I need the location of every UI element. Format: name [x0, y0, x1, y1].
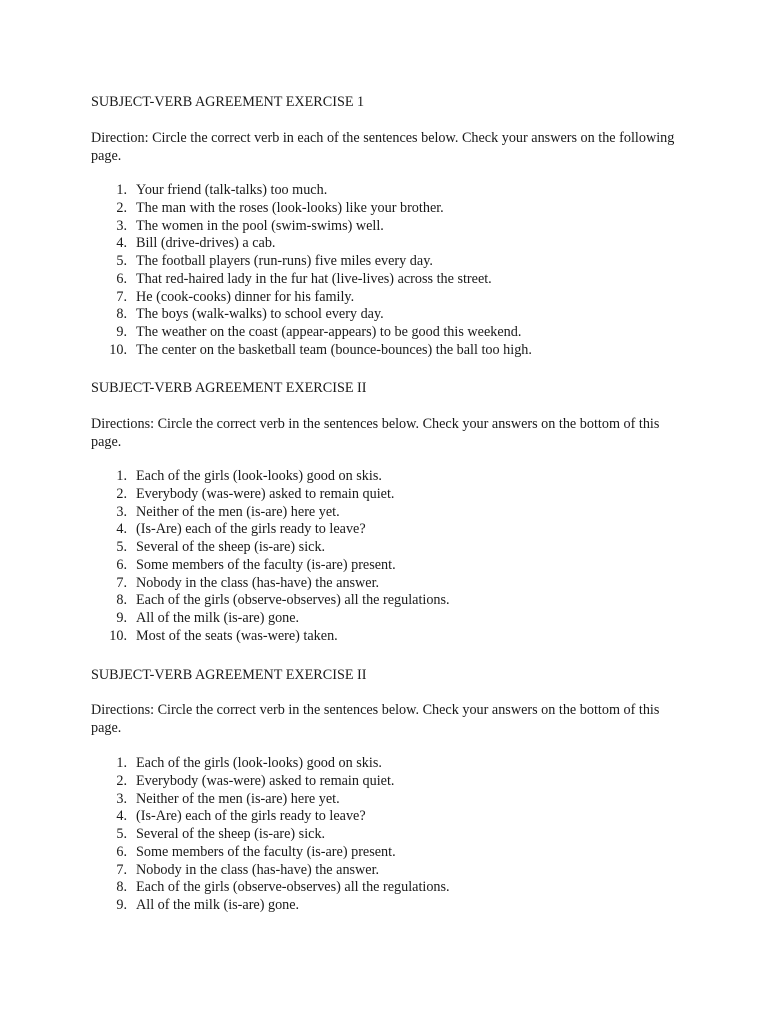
list-item	[0, 575, 768, 593]
exercise-1-direction: Direction: Circle the correct verb in each of the sentences below. Check your answers on the following page.	[91, 130, 675, 164]
item-text: Several of the sheep (is-are) sick.	[136, 539, 326, 555]
item-text: Some members of the faculty (is-are) present.	[136, 556, 396, 573]
list-item	[0, 182, 768, 200]
exercise-1-list	[0, 182, 768, 360]
item-number: 10.	[109, 627, 127, 644]
list-item	[0, 218, 768, 236]
item-number: 4.	[116, 808, 127, 825]
item-text: The women in the pool (swim-swims) well.	[136, 217, 384, 234]
item-number: 1.	[116, 468, 127, 484]
item-text: Each of the girls (observe-observes) all the regulations.	[136, 592, 450, 609]
list-item	[0, 897, 768, 915]
list-item	[0, 791, 768, 809]
list-item	[0, 610, 768, 628]
list-item	[0, 468, 768, 486]
item-text: (Is-Are) each of the girls ready to leave?	[136, 808, 366, 825]
list-item	[0, 253, 768, 271]
list-item	[0, 235, 768, 253]
item-text: Neither of the men (is-are) here yet.	[136, 503, 340, 520]
list-item	[0, 271, 768, 289]
list-item	[0, 539, 768, 557]
exercise-2-title: SUBJECT-VERB AGREEMENT EXERCISE II	[91, 380, 367, 396]
item-text: The football players (run-runs) five miles every day.	[136, 253, 433, 269]
item-text: That red-haired lady in the fur hat (live-lives) across the street.	[136, 270, 492, 287]
item-number: 1.	[116, 182, 127, 198]
item-text: The man with the roses (look-looks) like your brother.	[136, 199, 444, 216]
list-item	[0, 200, 768, 218]
item-number: 8.	[116, 306, 127, 323]
item-number: 6.	[116, 843, 127, 860]
item-text: Nobody in the class (has-have) the answer.	[136, 574, 380, 591]
item-number: 8.	[116, 879, 127, 896]
item-number: 9.	[116, 897, 127, 913]
exercise-1-title: SUBJECT-VERB AGREEMENT EXERCISE 1	[91, 94, 365, 110]
item-number: 7.	[116, 861, 127, 878]
item-number: 5.	[116, 253, 127, 269]
item-number: 9.	[116, 610, 127, 626]
item-text: (Is-Are) each of the girls ready to leave?	[136, 521, 366, 538]
item-text: Some members of the faculty (is-are) present.	[136, 843, 396, 860]
item-number: 1.	[116, 755, 127, 771]
list-item	[0, 879, 768, 897]
exercise-3-list	[0, 755, 768, 915]
list-item	[0, 826, 768, 844]
item-text: The boys (walk-walks) to school every day.	[136, 306, 384, 323]
list-item	[0, 844, 768, 862]
list-item	[0, 521, 768, 539]
item-number: 2.	[116, 772, 127, 789]
item-text: The center on the basketball team (bounce-bounces) the ball too high.	[136, 341, 532, 358]
item-number: 3.	[116, 503, 127, 520]
item-text: Your friend (talk-talks) too much.	[136, 182, 328, 198]
exercise-3-title: SUBJECT-VERB AGREEMENT EXERCISE II	[91, 667, 367, 683]
list-item	[0, 486, 768, 504]
list-item	[0, 324, 768, 342]
item-number: 4.	[116, 235, 127, 252]
exercise-2-direction: Directions: Circle the correct verb in the sentences below. Check your answers on the bottom of this page.	[91, 416, 660, 450]
list-item	[0, 306, 768, 324]
item-text: Each of the girls (look-looks) good on skis.	[136, 468, 382, 484]
item-number: 7.	[116, 574, 127, 591]
list-item	[0, 628, 768, 646]
item-number: 3.	[116, 790, 127, 807]
list-item	[0, 773, 768, 791]
item-text: He (cook-cooks) dinner for his family.	[136, 288, 355, 305]
item-text: All of the milk (is-are) gone.	[136, 897, 300, 913]
item-text: Bill (drive-drives) a cab.	[136, 235, 276, 252]
item-number: 8.	[116, 592, 127, 609]
item-number: 3.	[116, 217, 127, 234]
exercise-3-direction: Directions: Circle the correct verb in the sentences below. Check your answers on the bottom of this page.	[91, 702, 660, 736]
item-number: 6.	[116, 270, 127, 287]
item-text: Most of the seats (was-were) taken.	[136, 627, 338, 644]
item-text: Each of the girls (observe-observes) all the regulations.	[136, 879, 450, 896]
item-number: 2.	[116, 199, 127, 216]
item-number: 2.	[116, 485, 127, 502]
list-item	[0, 862, 768, 880]
item-number: 5.	[116, 539, 127, 555]
item-number: 4.	[116, 521, 127, 538]
item-number: 6.	[116, 556, 127, 573]
list-item	[0, 592, 768, 610]
exercise-2-list	[0, 468, 768, 646]
item-number: 5.	[116, 826, 127, 842]
item-text: Each of the girls (look-looks) good on skis.	[136, 755, 382, 771]
item-text: Neither of the men (is-are) here yet.	[136, 790, 340, 807]
item-text: Everybody (was-were) asked to remain quiet.	[136, 772, 395, 789]
item-text: Everybody (was-were) asked to remain quiet.	[136, 485, 395, 502]
item-number: 10.	[109, 341, 127, 358]
item-text: The weather on the coast (appear-appears) to be good this weekend.	[136, 324, 522, 340]
list-item	[0, 557, 768, 575]
item-number: 7.	[116, 288, 127, 305]
item-number: 9.	[116, 324, 127, 340]
item-text: Several of the sheep (is-are) sick.	[136, 826, 326, 842]
list-item	[0, 289, 768, 307]
list-item	[0, 808, 768, 826]
list-item	[0, 504, 768, 522]
item-text: All of the milk (is-are) gone.	[136, 610, 300, 626]
list-item	[0, 755, 768, 773]
item-text: Nobody in the class (has-have) the answer.	[136, 861, 380, 878]
list-item	[0, 342, 768, 360]
